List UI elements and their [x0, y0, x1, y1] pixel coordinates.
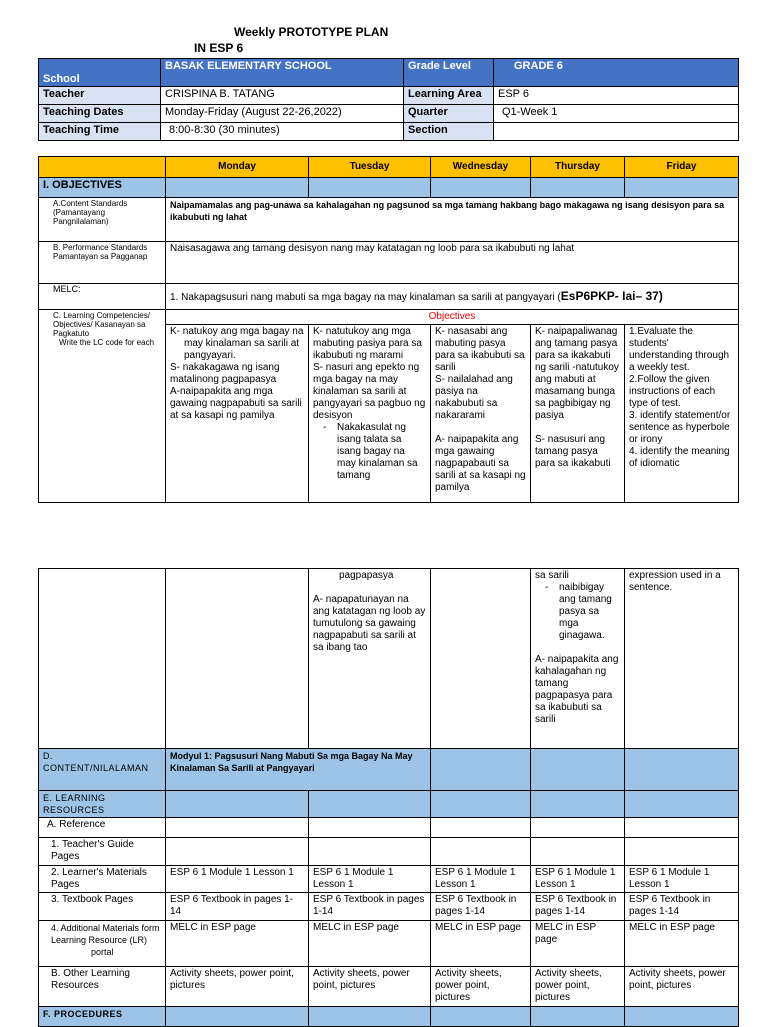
teacher-label: Teacher: [39, 87, 161, 105]
content-label: D. CONTENT/NILALAMAN: [39, 749, 166, 791]
school-value: BASAK ELEMENTARY SCHOOL: [161, 59, 404, 87]
plan-subtitle: IN ESP 6: [194, 41, 244, 55]
quarter-value: Q1-Week 1: [494, 105, 739, 123]
grade-value: GRADE 6: [494, 59, 739, 87]
other-resources-thursday: Activity sheets, power point, pictures: [531, 967, 625, 1007]
procedures-label: F. PROCEDURES: [39, 1007, 166, 1027]
additional-materials-tuesday: MELC in ESP page: [309, 921, 431, 967]
objectives-label: I. OBJECTIVES: [39, 178, 166, 198]
other-resources-tuesday: Activity sheets, power point, pictures: [309, 967, 431, 1007]
learners-materials-label: 2. Learner's Materials Pages: [39, 866, 166, 893]
additional-materials-friday: MELC in ESP page: [625, 921, 739, 967]
section-value: [494, 123, 739, 141]
textbook-tuesday: ESP 6 Textbook in pages 1-14: [309, 893, 431, 921]
monday-objectives: K- natukoy ang mga bagay na may kinalaman sa sarili at pangyayari. S- nakakagawa ng isang matalinong pagpapasya A-naipapakita ang mga gawaing nagpapabuti sa sarili at sa kasapi ng pamilya: [166, 325, 309, 503]
resources-table: [38, 568, 739, 1027]
day-friday: Friday: [625, 157, 739, 178]
section-label: Section: [404, 123, 494, 141]
thursday-objectives: K- naipapaliwanag ang tamang pasya para sa ikakabuti ng sarili -natutukoy ang mabuti at masamang bunga sa pagbibigay ng pasiya S- nasusuri ang tamang pasya para sa ikakabuti: [531, 325, 625, 503]
objectives-heading: Objectives: [166, 310, 739, 325]
area-value: ESP 6: [494, 87, 739, 105]
day-thursday: Thursday: [531, 157, 625, 178]
learners-materials-thursday: ESP 6 1 Module 1 Lesson 1: [531, 866, 625, 893]
friday-objectives: 1.Evaluate the students' understanding through a weekly test. 2.Follow the given instructions of each type of test. 3. identify statement/or sentence as hyperbole or irony 4. identify the meaning of idiomatic: [625, 325, 739, 503]
school-label: School: [39, 59, 161, 87]
learners-materials-wednesday: ESP 6 1 Module 1 Lesson 1: [431, 866, 531, 893]
melc-label: MELC:: [39, 284, 166, 310]
other-resources-label: B. Other Learning Resources: [39, 967, 166, 1007]
learners-materials-monday: ESP 6 1 Module 1 Lesson 1: [166, 866, 309, 893]
performance-standards-label: B. Performance Standards Pamantayan sa Pagganap: [39, 242, 166, 284]
textbook-wednesday: ESP 6 Textbook in pages 1-14: [431, 893, 531, 921]
quarter-label: Quarter: [404, 105, 494, 123]
melc-text: 1. Nakapagsusuri nang mabuti sa mga bagay na may kinalaman sa sarili at pangyayari (EsP6PKP- Iai– 37): [166, 284, 739, 310]
friday-objectives-cont: expression used in a sentence.: [625, 569, 739, 749]
additional-materials-monday: MELC in ESP page: [166, 921, 309, 967]
textbook-label: 3. Textbook Pages: [39, 893, 166, 921]
objectives-table: [38, 156, 739, 503]
teacher-value: CRISPINA B. TATANG: [161, 87, 404, 105]
learners-materials-friday: ESP 6 1 Module 1 Lesson 1: [625, 866, 739, 893]
header-table: [38, 58, 739, 141]
textbook-monday: ESP 6 Textbook in pages 1-14: [166, 893, 309, 921]
content-standards-label: A.Content Standards (Pamantayang Pangnilalaman): [39, 198, 166, 242]
time-value: 8:00-8:30 (30 minutes): [161, 123, 404, 141]
other-resources-monday: Activity sheets, power point, pictures: [166, 967, 309, 1007]
thursday-objectives-cont: sa sarili - naibibigay ang tamang pasya sa mga ginagawa. A- naipapakita ang kahalagahan ng tamang pagpapasya para sa ikabubuti sa sarili: [531, 569, 625, 749]
other-resources-friday: Activity sheets, power point, pictures: [625, 967, 739, 1007]
reference-label: A. Reference: [39, 818, 166, 838]
day-monday: Monday: [166, 157, 309, 178]
learning-competencies-label: C. Learning Competencies/ Objectives/ Kasanayan sa Pagkatuto Write the LC code for each: [39, 310, 166, 503]
plan-title: Weekly PROTOTYPE PLAN: [234, 25, 389, 39]
dates-value: Monday-Friday (August 22-26,2022): [161, 105, 404, 123]
teachers-guide-label: 1. Teacher's Guide Pages: [39, 838, 166, 866]
wednesday-objectives: K- nasasabi ang mabuting pasya para sa ikabubuti sa sarili S- nailalahad ang pasiya na nakabubuti sa nakararami A- naipapakita ang mga gawaing nagpapabauti sa sarili at sa kasapi ng pamilya: [431, 325, 531, 503]
additional-materials-thursday: MELC in ESP page: [531, 921, 625, 967]
area-label: Learning Area: [404, 87, 494, 105]
day-wednesday: Wednesday: [431, 157, 531, 178]
content-standards-text: Naipamamalas ang pag-unawa sa kahalagahan ng pagsunod sa mga tamang hakbang bago makagawa ng isang desisyon para sa ikabubuti ng lahat: [166, 198, 739, 242]
textbook-friday: ESP 6 Textbook in pages 1-14: [625, 893, 739, 921]
learning-resources-label: E. LEARNING RESOURCES: [39, 791, 166, 818]
tuesday-objectives-cont: pagpapasya A- napapatunayan na ang katatagan ng loob ay tumutulong sa gawaing nagpapabuti sa sarili at sa ibang tao: [309, 569, 431, 749]
performance-standards-text: Naisasagawa ang tamang desisyon nang may katatagan ng loob para sa ikabubuti ng lahat: [166, 242, 739, 284]
dates-label: Teaching Dates: [39, 105, 161, 123]
learners-materials-tuesday: ESP 6 1 Module 1 Lesson 1: [309, 866, 431, 893]
other-resources-wednesday: Activity sheets, power point, pictures: [431, 967, 531, 1007]
content-text: Modyul 1: Pagsusuri Nang Mabuti Sa mga Bagay Na May Kinalaman Sa Sarili at Pangyayari: [166, 749, 431, 791]
day-tuesday: Tuesday: [309, 157, 431, 178]
grade-label: Grade Level: [404, 59, 494, 87]
additional-materials-wednesday: MELC in ESP page: [431, 921, 531, 967]
additional-materials-label: 4. Additional Materials form Learning Resource (LR) portal: [39, 921, 166, 967]
textbook-thursday: ESP 6 Textbook in pages 1-14: [531, 893, 625, 921]
time-label: Teaching Time: [39, 123, 161, 141]
tuesday-objectives: K- natutukoy ang mga mabuting pasiya para sa ikabubuti ng marami S- nasuri ang epekto ng mga bagay na may kinalaman sa sarili at pangyayari sa pagbuo ng desisyon - Nakakasulat ng isang talata sa isang bagay na may kinalaman sa tamang: [309, 325, 431, 503]
